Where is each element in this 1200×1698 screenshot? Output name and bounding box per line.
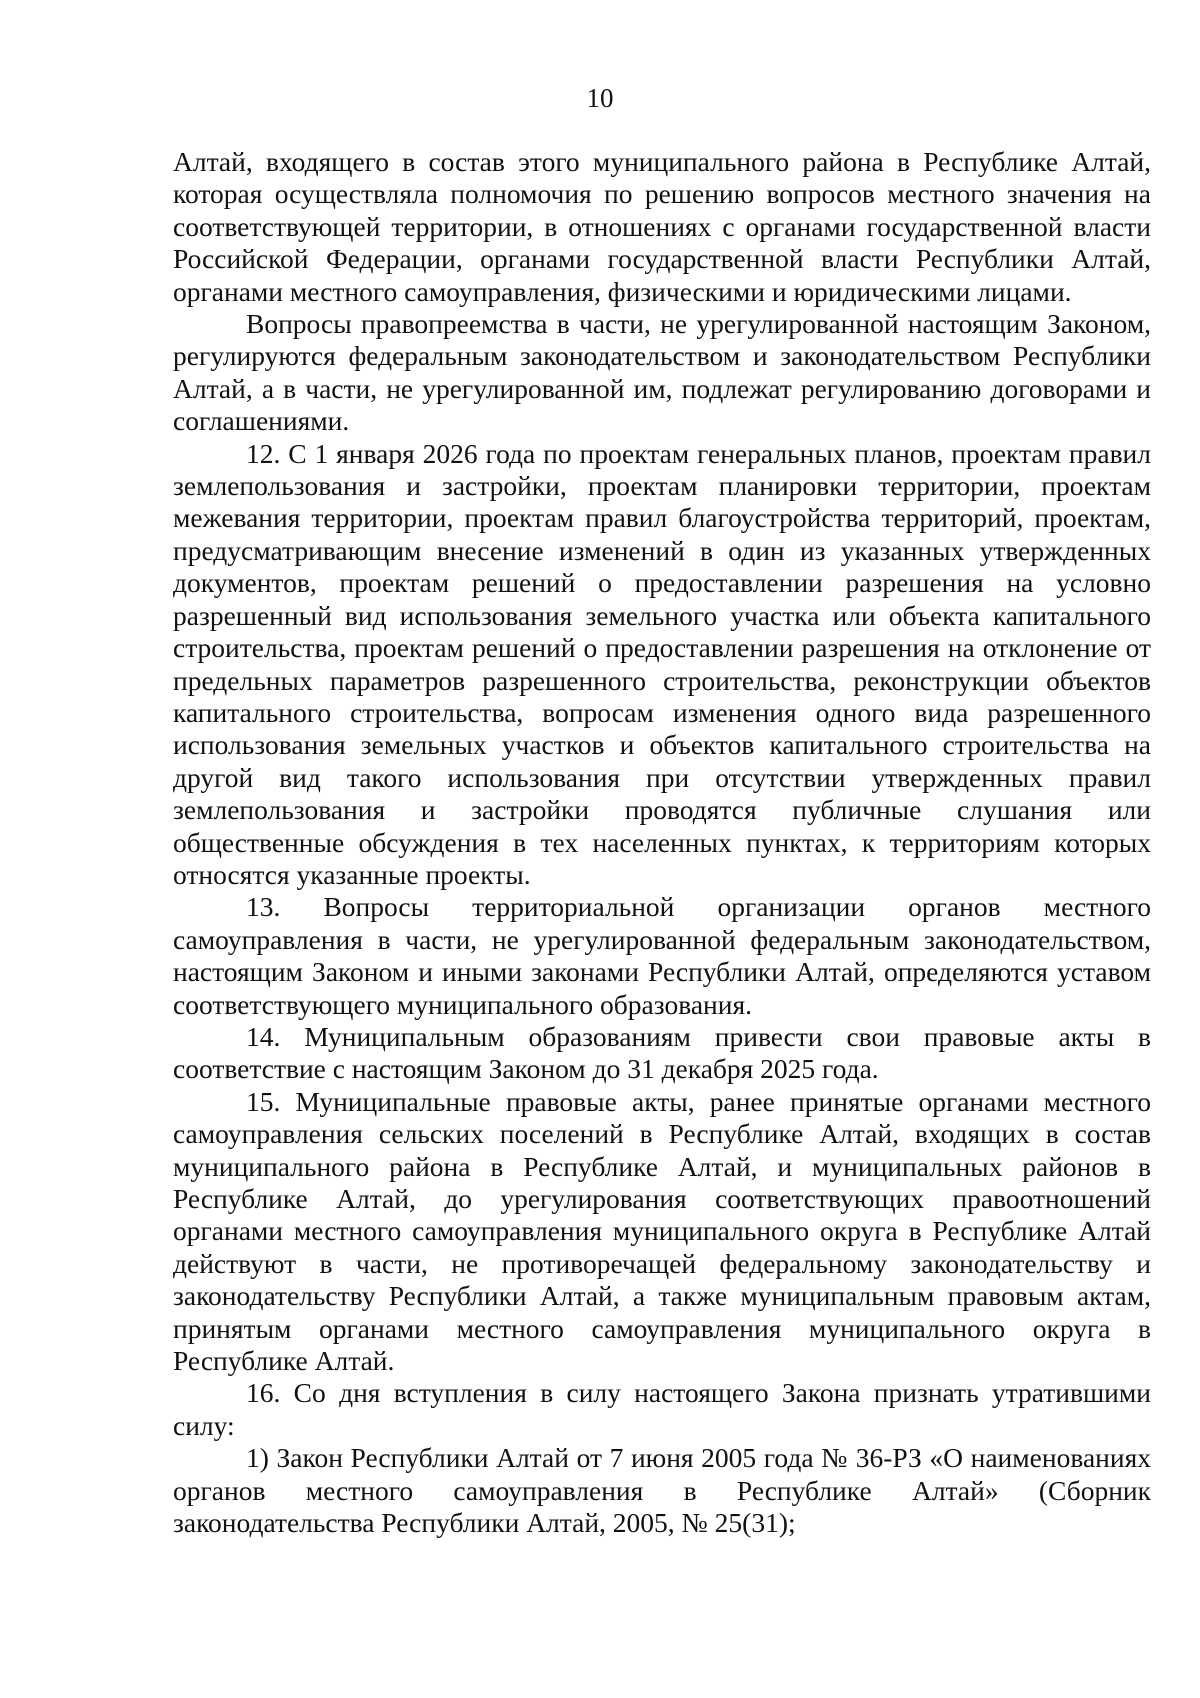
paragraph-item-12: 12. С 1 января 2026 года по проектам генеральных планов, проектам правил землепользования и застройки, проектам планировки территории, проектам межевания территории, проектам правил благоустройства территорий, проектам, предусматривающим внесение изменений в один из указанных утвержденных документов, проектам решений о предоставлении разрешения на условно разрешенный вид использования земельного участка или объекта капитального строительства, проектам решений о предоставлении разрешения на отклонение от предельных параметров разрешенного строительства, реконструкции объектов капитального строительства, вопросам изменения одного вида разрешенного использования земельных участков и объектов капитального строительства на другой вид такого использования при отсутствии утвержденных правил землепользования и застройки проводятся публичные слушания или общественные обсуждения в тех населенных пунктах, к территориям которых относятся указанные проекты. xyxy=(173,437,1151,890)
paragraph-item-14: 14. Муниципальным образованиям привести свои правовые акты в соответствие с настоящим Законом до 31 декабря 2025 года. xyxy=(173,1020,1151,1085)
paragraph-item-16: 16. Со дня вступления в силу настоящего Закона признать утратившими силу: xyxy=(173,1377,1151,1441)
paragraph-continuation: Алтай, входящего в состав этого муниципального района в Республике Алтай, которая осуществляла полномочия по решению вопросов местного значения на соответствующей территории, в отношениях с органами государственной власти Российской Федерации, органами государственной власти Республики Алтай, органами местного самоуправления, физическими и юридическими лицами. xyxy=(173,146,1151,307)
paragraph-item-15: 15. Муниципальные правовые акты, ранее принятые органами местного самоуправления сельских поселений в Республике Алтай, входящих в состав муниципального района в Республике Алтай, и муниципальных районов в Республике Алтай, до урегулирования соответствующих правоотношений органами местного самоуправления муниципального округа в Республике Алтай действуют в части, не противоречащей федеральному законодательству и законодательству Республики Алтай, а также муниципальным правовым актам, принятым органами местного самоуправления муниципального округа в Республике Алтай. xyxy=(173,1085,1151,1377)
page-number: 10 xyxy=(586,83,614,113)
document-body xyxy=(173,146,1151,1539)
paragraph-item-13: 13. Вопросы территориальной организации органов местного самоуправления в части, не урегулированной федеральным законодательством, настоящим Законом и иными законами Республики Алтай, определяются уставом соответствующего муниципального образования. xyxy=(173,891,1151,1020)
paragraph-succession: Вопросы правопреемства в части, не урегулированной настоящим Законом, регулируются федеральным законодательством и законодательством Республики Алтай, а в части, не урегулированной им, подлежат регулированию договорами и соглашениями. xyxy=(173,308,1151,437)
paragraph-item-16-1: 1) Закон Республики Алтай от 7 июня 2005 года № 36-РЗ «О наименованиях органов местного самоуправления в Республике Алтай» (Сборник законодательства Республики Алтай, 2005, № 25(31); xyxy=(173,1442,1151,1539)
